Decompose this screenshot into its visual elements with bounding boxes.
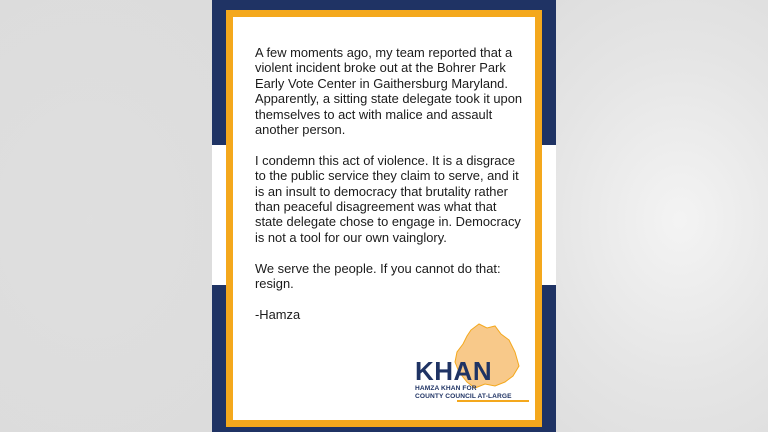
statement-graphic — [212, 0, 556, 432]
logo-name: KHAN — [415, 356, 493, 386]
paragraph-3: We serve the people. If you cannot do that: resign. — [255, 260, 501, 292]
logo-subtitle-line-2: COUNTY COUNCIL AT-LARGE — [415, 392, 512, 400]
statement-text — [255, 45, 527, 338]
logo-subtitle — [415, 385, 512, 400]
signature: -Hamza — [255, 306, 301, 322]
logo-subtitle-line-1: HAMZA KHAN FOR — [415, 385, 477, 392]
paragraph-2: I condemn this act of violence. It is a disgrace to the public service they claim to serve, and it is an insult to democracy that brutality rather than peaceful disagreement was what that state delegate chose to engage in. Democracy is not a tool for our own vainglory. — [255, 152, 521, 245]
campaign-logo — [383, 322, 533, 404]
statement-frame — [226, 10, 542, 427]
logo-underline — [457, 400, 529, 402]
paragraph-1: A few moments ago, my team reported that a violent incident broke out at the Bohrer Park Early Vote Center in Gaithersburg Maryland. Apparently, a sitting state delegate took it upon themselves to act with malice and assault another person. — [255, 45, 523, 138]
